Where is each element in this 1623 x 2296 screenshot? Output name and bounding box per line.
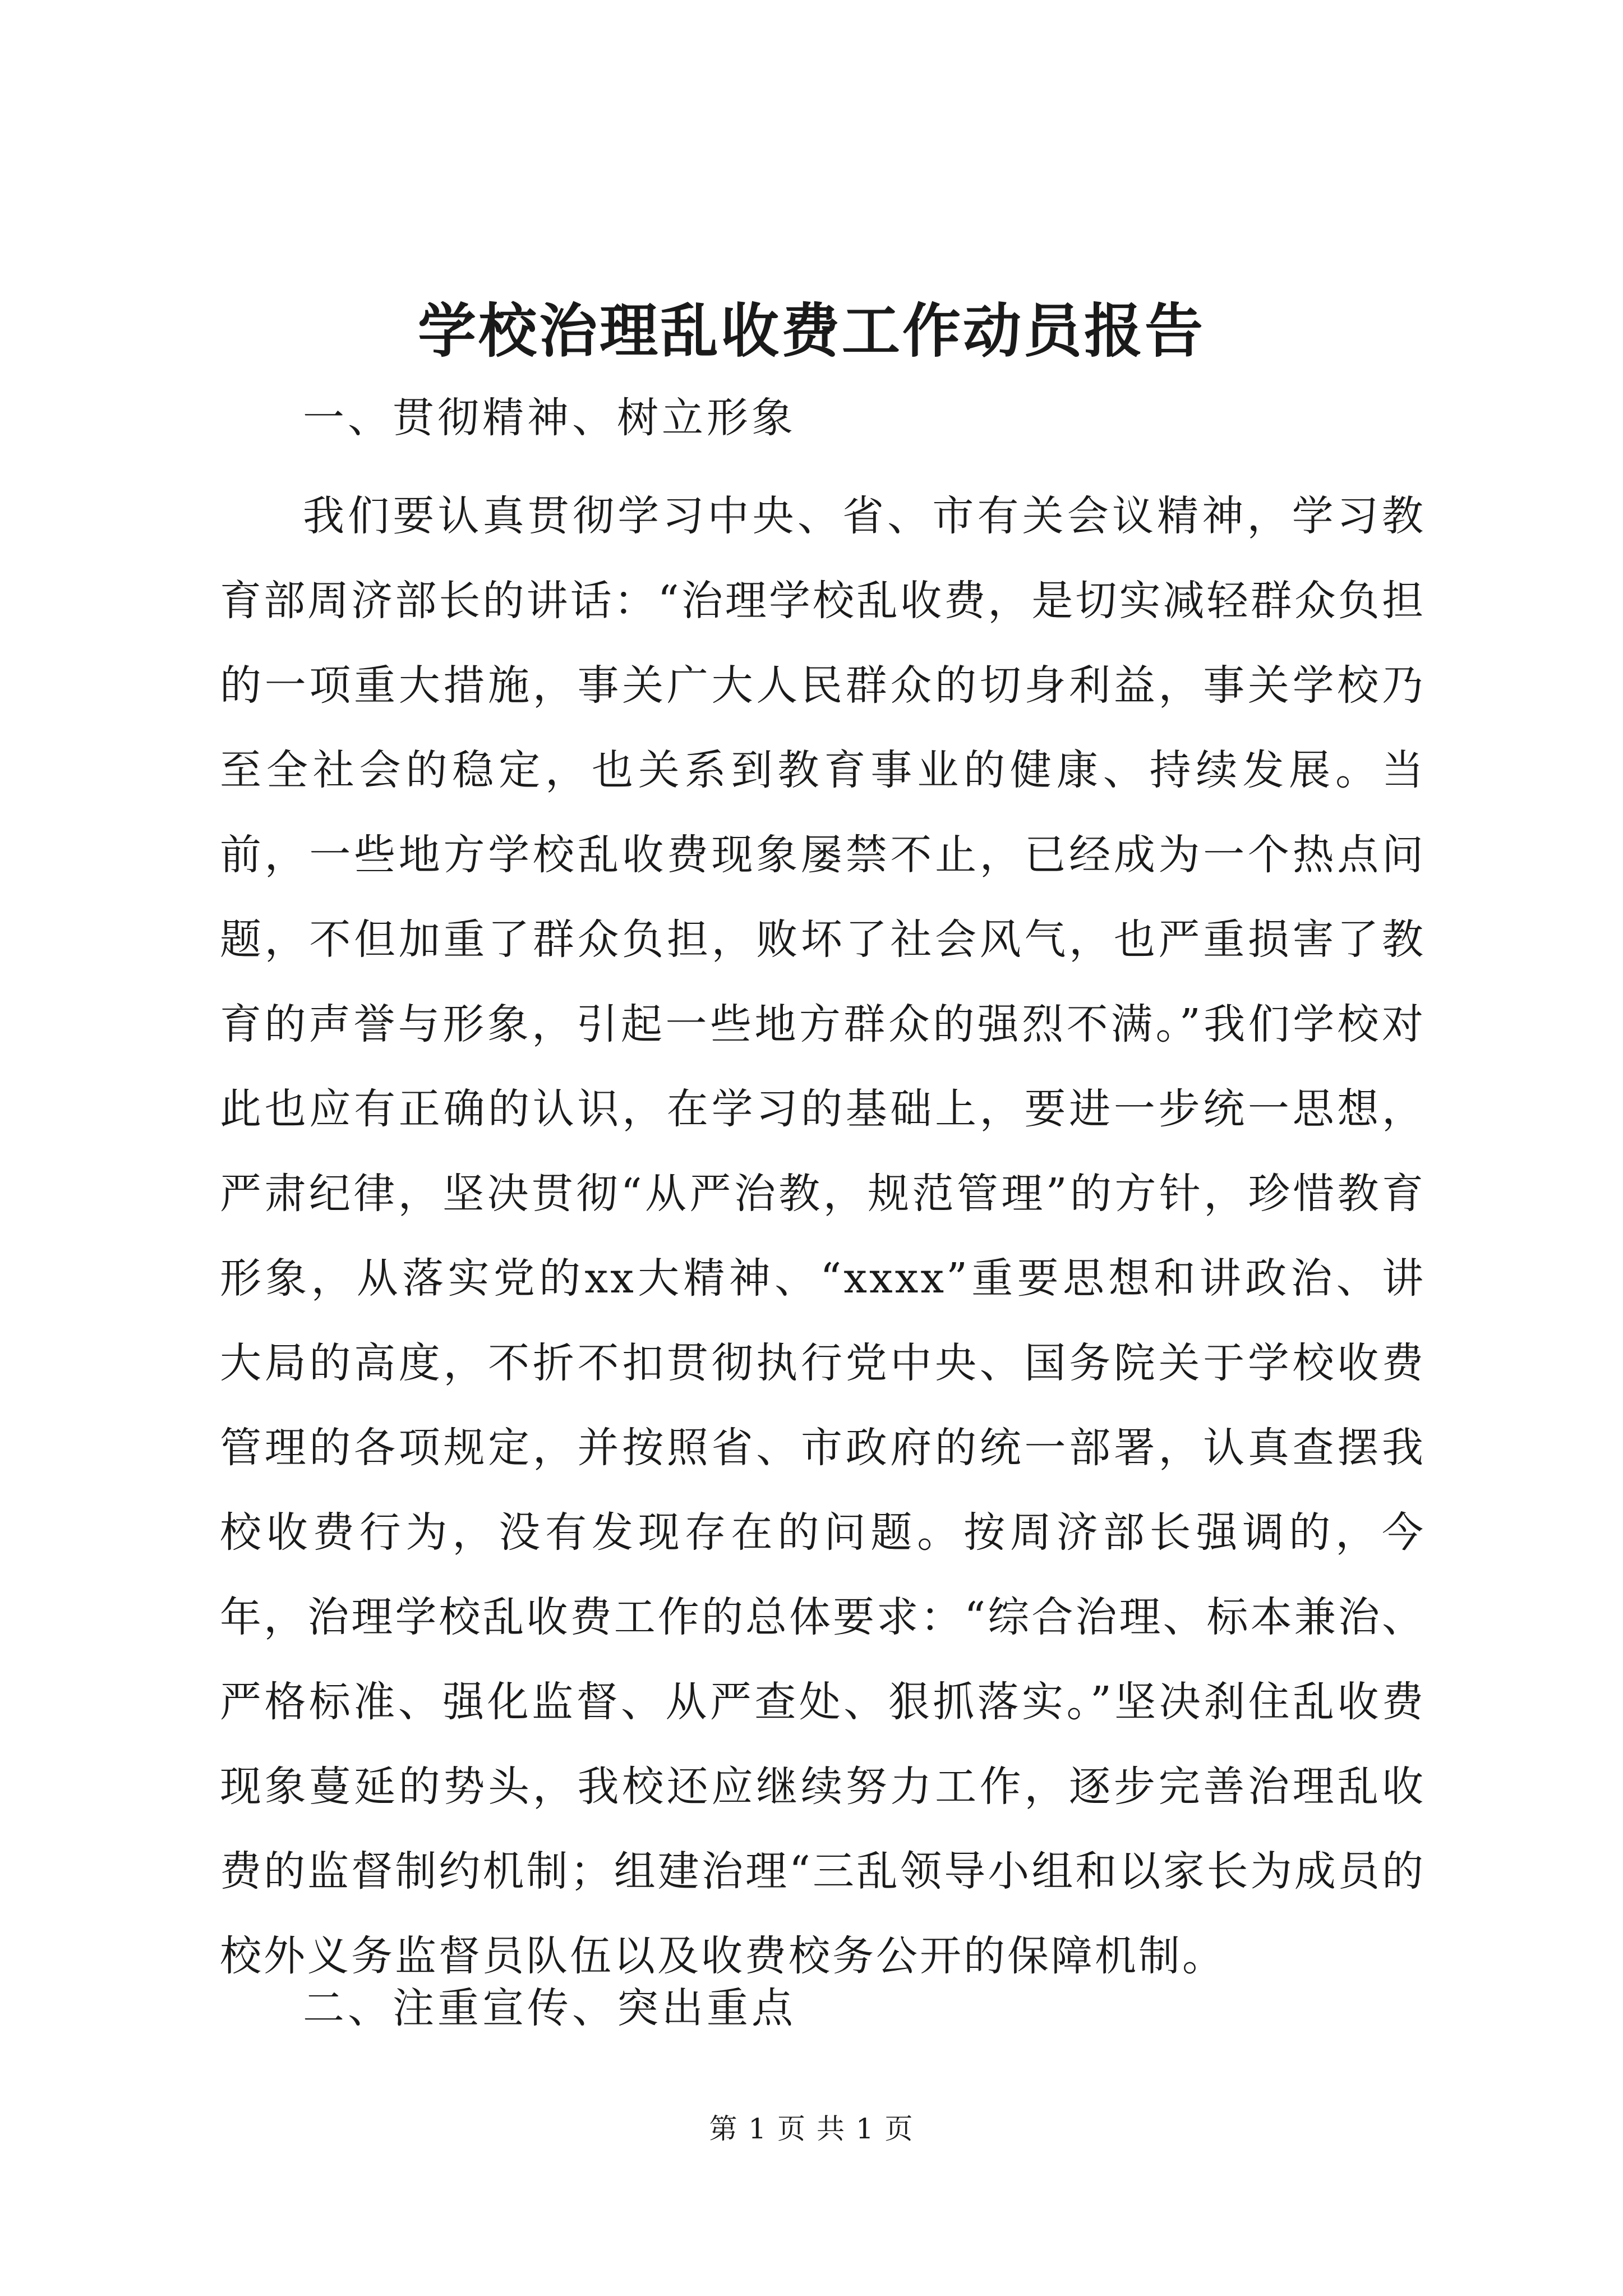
section-2-heading: 二、注重宣传、突出重点 — [303, 1984, 796, 2032]
section-1-heading: 一、贯彻精神、树立形象 — [303, 394, 796, 442]
section-1-body: 我们要认真贯彻学习中央、省、市有关会议精神，学习教育部周济部长的讲话：“治理学校乱收费，是切实减轻群众负担的一项重大措施，事关广大人民群众的切身利益，事关学校乃至全社会的稳定，也关系到教育事业的健康、持续发展。当前，一些地方学校乱收费现象屡禁不止，已经成为一个热点问题，不但加重了群众负担，败坏了社会风气，也严重损害了教育的声誉与形象，引起一些地方群众的强烈不满。”我们学校对此也应有正确的认识，在学习的基础上，要进一步统一思想，严肃纪律，坚决贯彻“从严治教，规范管理”的方针，珍惜教育形象，从落实党的xx大精神、“xxxx”重要思想和讲政治、讲大局的高度，不折不扣贯彻执行党中央、国务院关于学校收费管理的各项规定，并按照省、市政府的统一部署，认真查摆我校收费行为，没有发现存在的问题。按周济部长强调的，今年，治理学校乱收费工作的总体要求：“综合治理、标本兼治、严格标准、强化监督、从严查处、狠抓落实。”坚决刹住乱收费现象蔓延的势头，我校还应继续努力工作，逐步完善治理乱收费的监督制约机制；组建治理“三乱领导小组和以家长为成员的校外义务监督员队伍以及收费校务公开的保障机制。 — [220, 492, 1426, 1980]
page-number-footer: 第 1 页 共 1 页 — [709, 2113, 914, 2145]
document-title: 学校治理乱收费工作动员报告 — [417, 296, 1205, 365]
